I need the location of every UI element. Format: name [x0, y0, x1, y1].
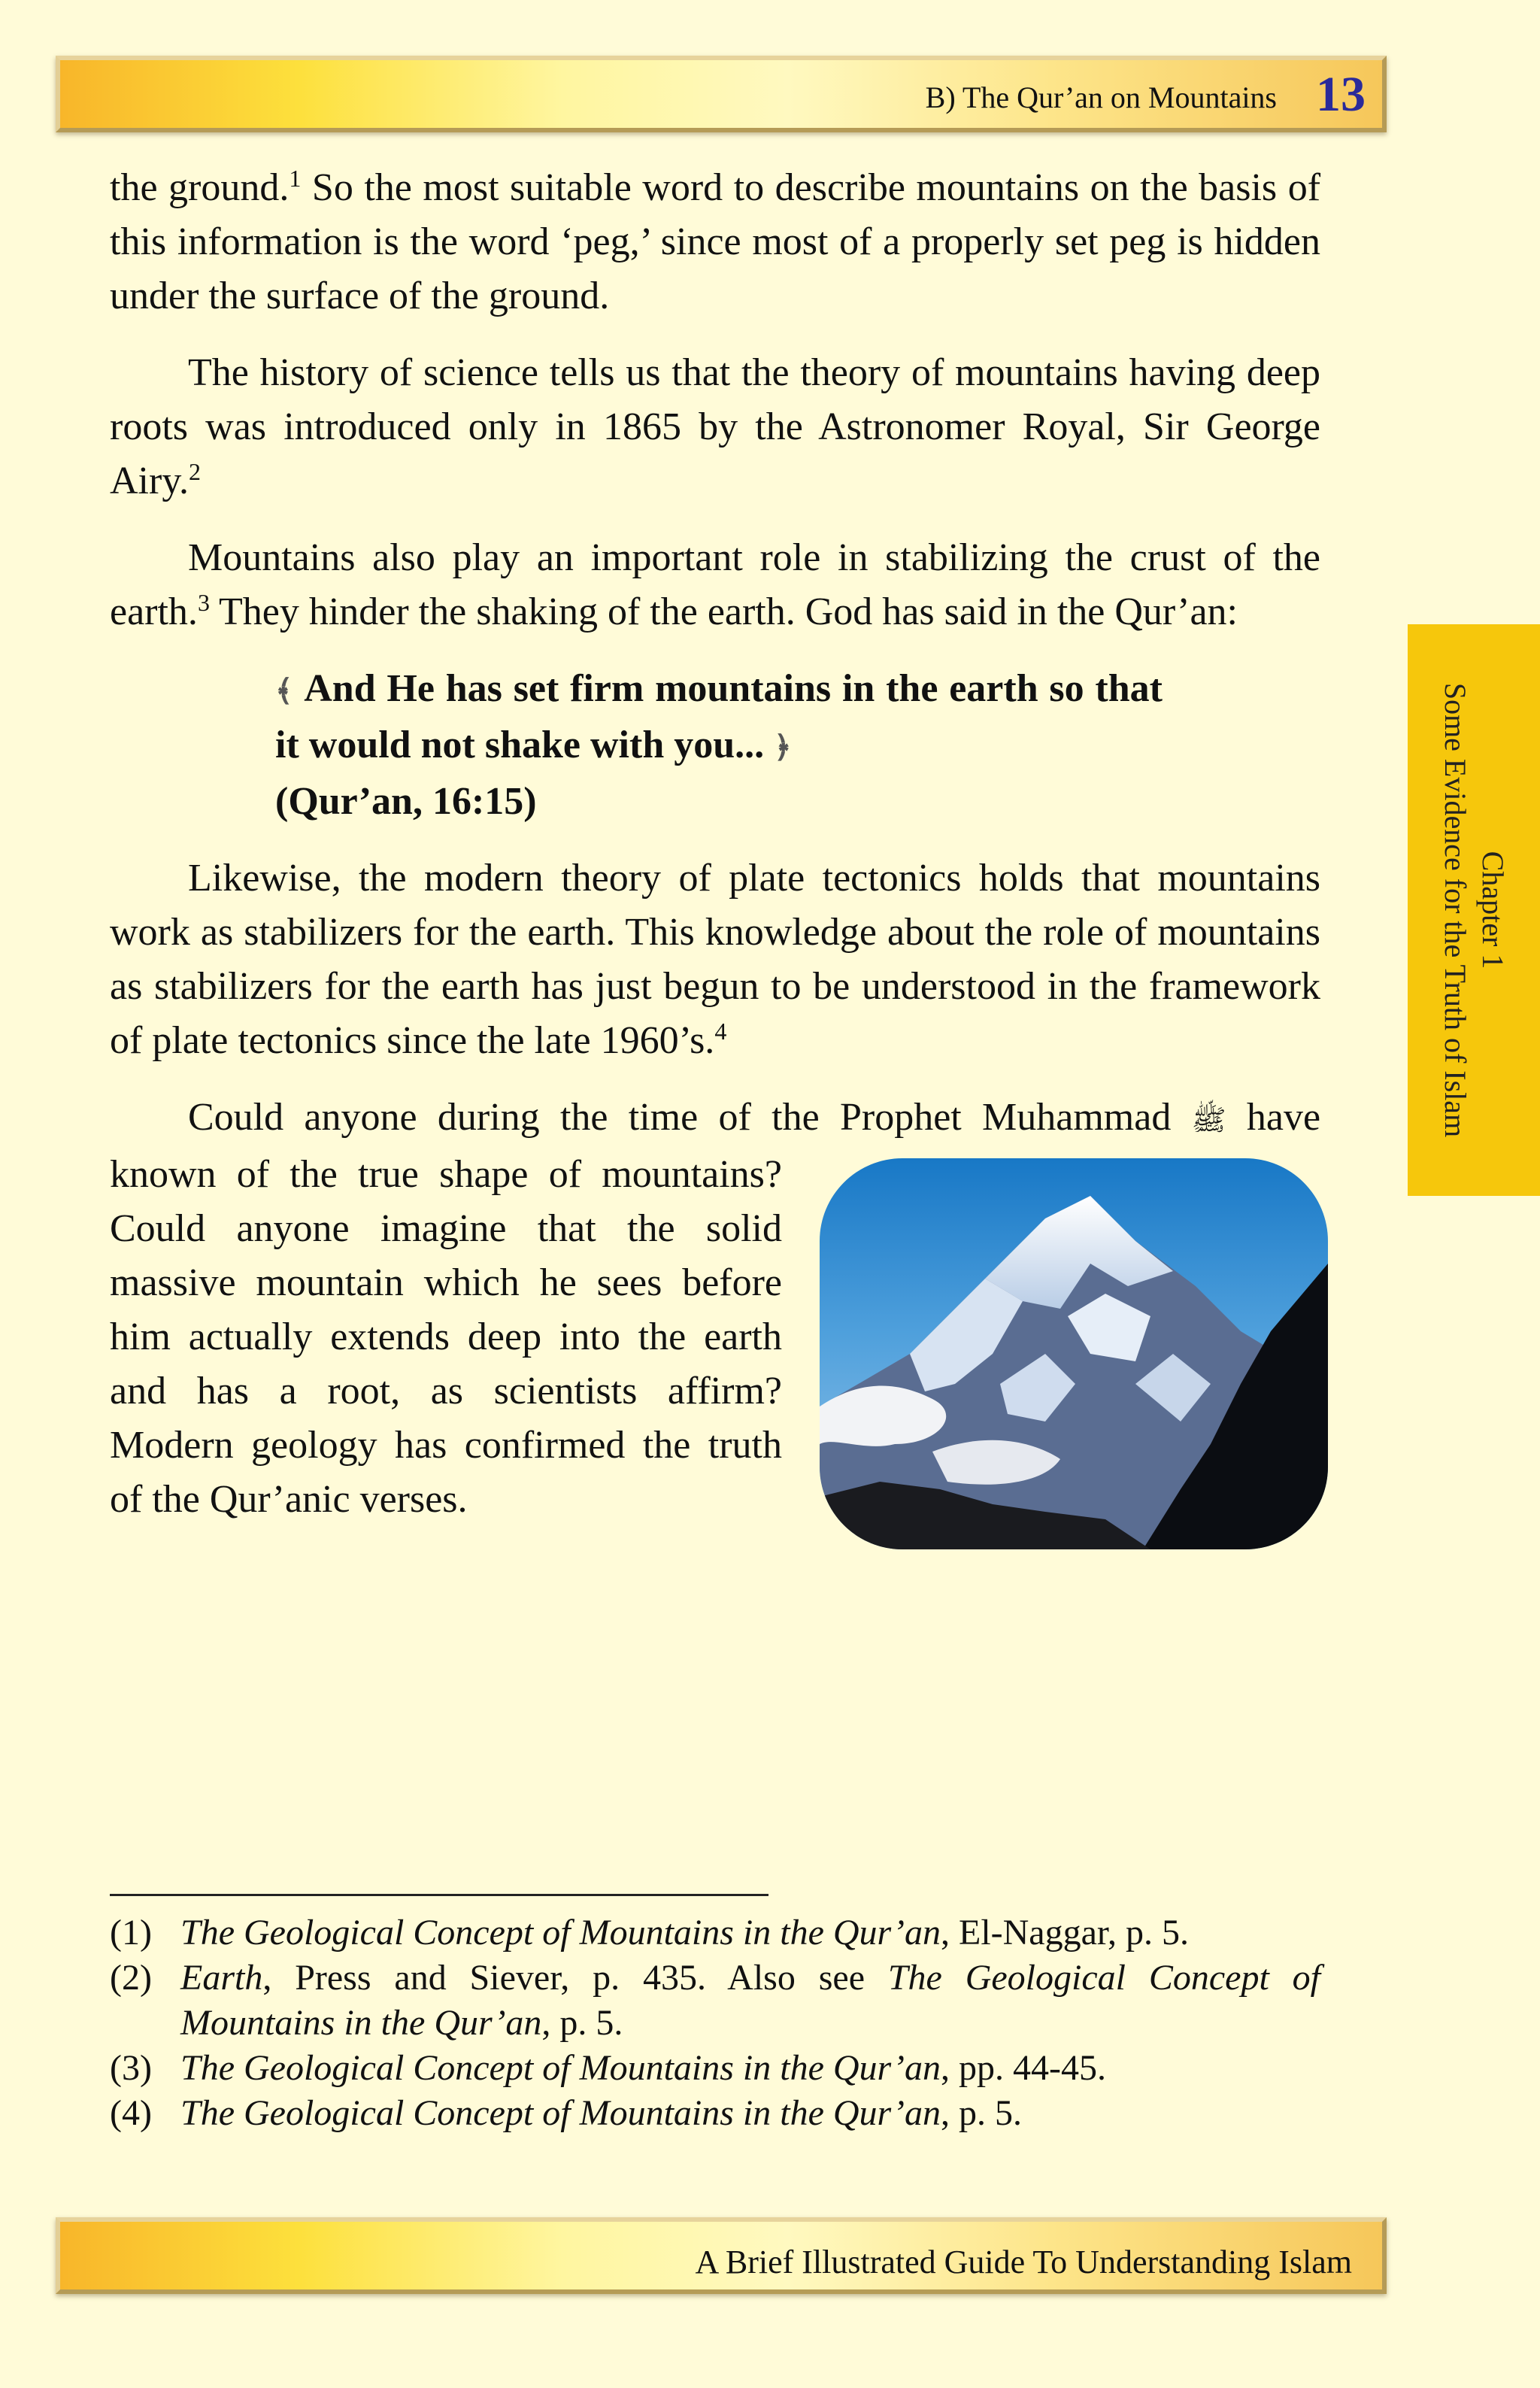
paragraph-3: Mountains also play an important role in stabilizing the crust of the earth.$^3$ They hinder the shaking of the earth. God has said in the Qur’an: [110, 536, 1320, 633]
chapter-side-tab [1408, 624, 1540, 1196]
footnotes [110, 1910, 1320, 2136]
section-title: B) The Qur’an on Mountains [925, 80, 1277, 114]
header-bar [56, 56, 1387, 132]
chapter-title: Some Evidence for the Truth of Islam [1438, 682, 1472, 1138]
mountain-photo [820, 1158, 1328, 1549]
quote-open-bracket: ﴾ [275, 674, 293, 708]
footnote-ref-1: 1 [289, 165, 302, 192]
chapter-side-tab-text [1436, 683, 1511, 1137]
paragraph-2: The history of science tells us that the theory of mountains having deep roots was introduced only in 1865 by the Astronomer Royal, Sir George Airy.$^2$ [110, 351, 1320, 502]
book-title: A Brief Illustrated Guide To Understanding Islam [695, 2244, 1352, 2280]
footnote-2: (2) Earth, Press and Siever, p. 435. Also see The Geological Concept of Mountains in the Qur’an, p. 5. [110, 1958, 1321, 2043]
footnote-3: (3) The Geological Concept of Mountains in the Qur’an, pp. 44-45. [110, 2048, 1106, 2088]
footer-bar [56, 2217, 1387, 2294]
paragraph-4: Likewise, the modern theory of plate tectonics holds that mountains work as stabilizers for the earth. This knowledge about the role of mountains as stabilizers for the earth has just begun to be understood in the framework of plate tectonics since the late 1960’s.$^4$ [110, 857, 1320, 1062]
footnote-ref-2: 2 [188, 458, 201, 485]
quote-close-bracket: ﴿ [774, 730, 792, 764]
salla-symbol: ﷺ [1191, 1105, 1226, 1136]
footnote-ref-4: 4 [714, 1018, 727, 1045]
main-text [110, 161, 1320, 1557]
mountain-illustration [820, 1158, 1328, 1549]
footnote-ref-3: 3 [197, 589, 210, 616]
quran-quote [275, 662, 1163, 829]
footnote-4: (4) The Geological Concept of Mountains in the Qur’an, p. 5. [110, 2093, 1022, 2133]
paragraph-1: the ground.$^1$ So the most suitable word to describe mountains on the basis of this information is the word ‘peg,’ since most of a properly set peg is hidden under the surface of the ground. [110, 165, 1321, 317]
chapter-label: Chapter 1 [1476, 851, 1510, 969]
quote-reference: (Qur’an, 16:15) [275, 780, 537, 823]
paragraph-5: Could anyone during the time of the Prophet Muhammad ﷺ have known of the true shape of mountains? Could anyone imagine that the solid massive mountain which he sees before him actually extends deep into the earth and has a root, as scientists affirm? Modern geology has confirmed the truth of the Qur’anic verses. [110, 1091, 1320, 1527]
quote-text: And He has set firm mountains in the earth so that it would not shake with you... [275, 667, 1163, 766]
page-number: 13 [1316, 67, 1366, 122]
footnote-divider [110, 1894, 768, 1896]
footnote-1: (1) The Geological Concept of Mountains in the Qur’an, El-Naggar, p. 5. [110, 1913, 1189, 1953]
